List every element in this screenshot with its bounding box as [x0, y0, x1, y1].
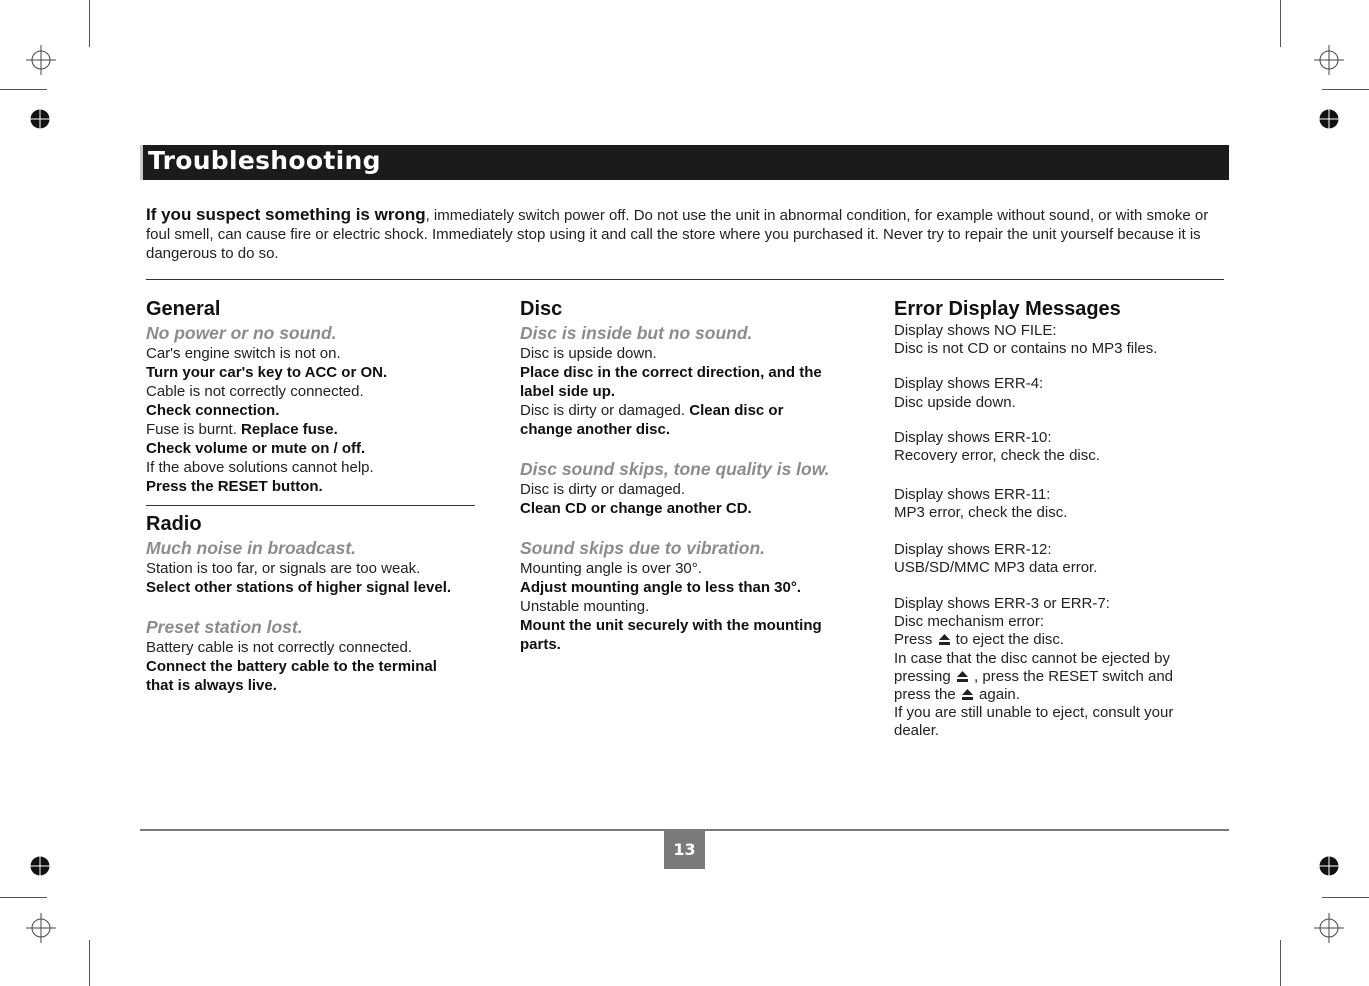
error-line: USB/SD/MMC MP3 data error. [894, 558, 1098, 576]
page-number: 13 [664, 829, 705, 869]
disc-line-fix: Clean disc or [689, 402, 784, 419]
general-line: Cable is not correctly connected. [146, 383, 364, 400]
section-divider [146, 279, 1224, 280]
registration-dot-icon [30, 109, 50, 129]
title-bar [140, 145, 1229, 180]
registration-mark-icon [1314, 913, 1344, 943]
general-heading: General [146, 298, 221, 320]
general-problem: No power or no sound. [146, 323, 337, 343]
general-line: If the above solutions cannot help. [146, 459, 374, 476]
general-line-fix: Replace fuse. [241, 421, 338, 438]
error-line [894, 631, 1214, 649]
registration-mark-icon [1314, 45, 1344, 75]
error-line: Display shows ERR-10: [894, 428, 1052, 446]
general-line: Check connection. [146, 402, 280, 419]
general-line-cause: Fuse is burnt. [146, 421, 242, 438]
error-line: Display shows ERR-3 or ERR-7: [894, 595, 1110, 613]
disc-line: Disc is dirty or damaged. [520, 481, 686, 498]
intro-text: , immediately switch power off. Do not use the unit in abnormal condition, for example without sound, or with smoke or foul smell, can cause fire or electric shock. Immediately stop using it and call the store where you purchased it. Never try to repair the unit yourself because it is dangerous to do so. [146, 207, 1209, 262]
error-text: again. [974, 686, 1020, 704]
error-line: dealer. [894, 722, 940, 740]
disc-line: Unstable mounting. [520, 598, 650, 615]
error-line: Disc is not CD or contains no MP3 files. [894, 340, 1158, 358]
radio-problem: Much noise in broadcast. [146, 538, 357, 558]
registration-dot-icon [1319, 109, 1339, 129]
disc-problem: Disc is inside but no sound. [520, 323, 753, 343]
disc-problem: Sound skips due to vibration. [520, 538, 766, 558]
error-text: Press [894, 631, 937, 649]
error-line: Display shows ERR-12: [894, 540, 1052, 558]
general-line: Check volume or mute on / off. [146, 440, 366, 457]
page-title: Troubleshooting [148, 146, 381, 175]
disc-line: change another disc. [520, 421, 671, 438]
eject-icon [957, 671, 968, 682]
error-text: to eject the disc. [951, 631, 1065, 649]
error-line: Display shows NO FILE: [894, 322, 1057, 339]
error-line [894, 686, 1214, 704]
registration-dot-icon [1319, 856, 1339, 876]
disc-line [520, 401, 860, 420]
error-text: , press the RESET switch and [969, 667, 1174, 685]
radio-line: Station is too far, or signals are too weak. [146, 560, 421, 577]
radio-line: Battery cable is not correctly connected. [146, 639, 412, 656]
error-line: Display shows ERR-4: [894, 375, 1044, 393]
disc-heading: Disc [520, 298, 563, 320]
error-line [894, 668, 1214, 686]
general-line: Car's engine switch is not on. [146, 345, 341, 362]
registration-mark-icon [26, 45, 56, 75]
radio-line: that is always live. [146, 677, 277, 694]
disc-line: Clean CD or change another CD. [520, 500, 752, 517]
column-divider [146, 505, 475, 506]
disc-line: label side up. [520, 383, 616, 400]
general-section [146, 297, 476, 496]
radio-line: Connect the battery cable to the terminal [146, 658, 437, 675]
registration-dot-icon [30, 856, 50, 876]
disc-line: parts. [520, 636, 561, 653]
error-line: In case that the disc cannot be ejected by [894, 649, 1171, 667]
general-line [146, 420, 476, 439]
errors-heading: Error Display Messages [894, 298, 1121, 320]
intro-lead: If you suspect something is wrong [146, 205, 426, 224]
general-line: Turn your car's key to ACC or ON. [146, 364, 388, 381]
radio-problem: Preset station lost. [146, 617, 303, 637]
disc-line: Disc is upside down. [520, 345, 657, 362]
disc-line-cause: Disc is dirty or damaged. [520, 402, 690, 419]
disc-problem: Disc sound skips, tone quality is low. [520, 459, 830, 479]
radio-heading: Radio [146, 513, 202, 535]
error-text: pressing [894, 667, 955, 685]
general-line: Press the RESET button. [146, 478, 323, 495]
eject-icon [939, 634, 950, 645]
eject-icon [962, 689, 973, 700]
error-line: Disc mechanism error: [894, 613, 1045, 631]
error-line: Display shows ERR-11: [894, 486, 1051, 504]
error-line: Recovery error, check the disc. [894, 447, 1100, 465]
disc-line: Mount the unit securely with the mounting [520, 617, 822, 634]
radio-line: Select other stations of higher signal level. [146, 579, 452, 596]
intro-paragraph [146, 205, 1221, 263]
error-line: MP3 error, check the disc. [894, 504, 1068, 522]
disc-line: Adjust mounting angle to less than 30°. [520, 579, 802, 596]
disc-section [520, 297, 860, 654]
disc-line: Mounting angle is over 30°. [520, 560, 702, 577]
error-line: Disc upside down. [894, 393, 1016, 411]
error-line: If you are still unable to eject, consult your [894, 704, 1174, 722]
error-text: press the [894, 686, 960, 704]
registration-mark-icon [26, 913, 56, 943]
error-messages-section [894, 297, 1214, 741]
radio-section [146, 512, 486, 695]
disc-line: Place disc in the correct direction, and the [520, 364, 822, 381]
